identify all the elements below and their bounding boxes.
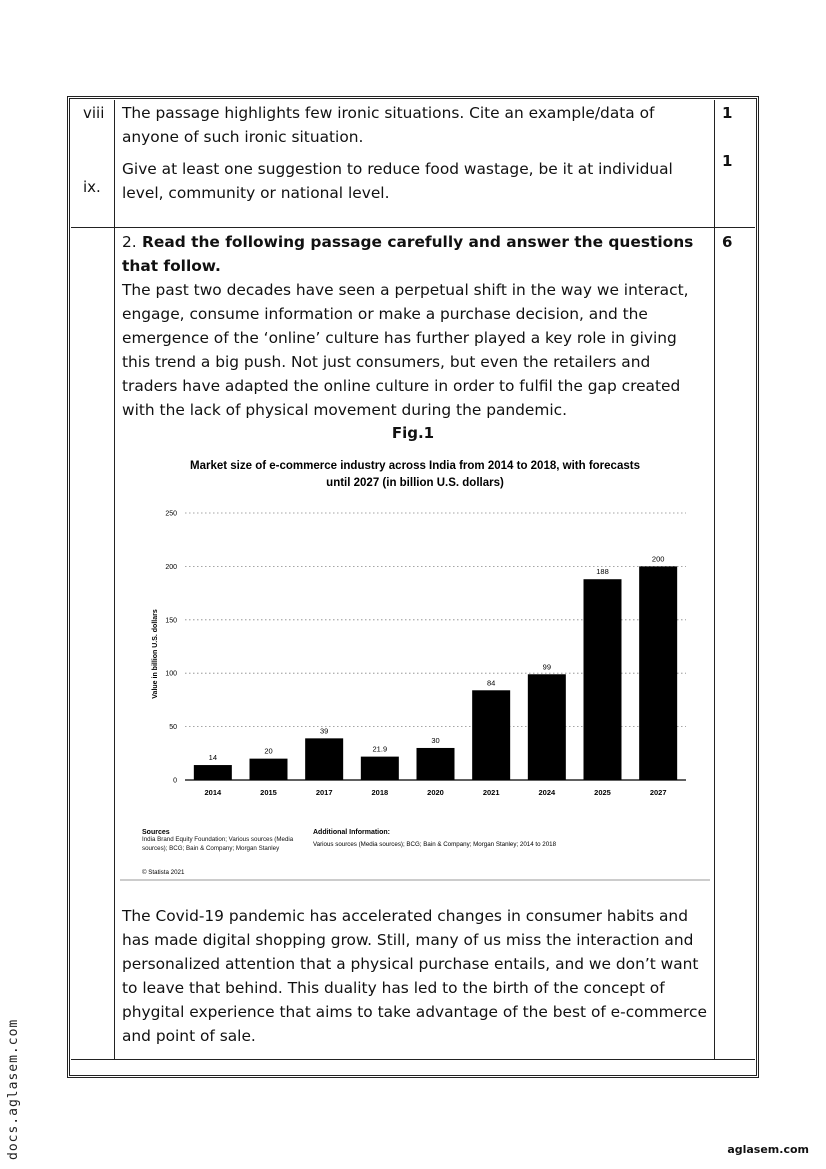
- figure-label: Fig.1: [391, 424, 435, 442]
- additional-info-title: Additional Information:: [313, 829, 390, 836]
- column-divider: [114, 100, 115, 1059]
- x-axis-ticks: [204, 788, 666, 797]
- y-tick-label: 150: [165, 617, 177, 625]
- x-tick-label-2024: 2024: [538, 788, 556, 797]
- question-number-viii: viii: [83, 104, 105, 122]
- x-tick-label-2018: 2018: [371, 788, 389, 797]
- y-tick-label: 100: [165, 670, 177, 678]
- chart-title-line1: Market size of e-commerce industry across India from 2014 to 2018, with forecasts: [190, 460, 640, 472]
- question-number-ix: ix.: [83, 178, 101, 196]
- passage-paragraph-1: The past two decades have seen a perpetual shift in the way we interact, engage, consume information or make a purchase decision, and the emergence of the ‘online’ culture has further played a key role in giving this trend a big push. Not just consumers, but even the retailers and traders have adapted the online culture in order to fulfil the gap created with the lack of physical movement during the pandemic.: [122, 281, 689, 419]
- bar-2027: [639, 566, 677, 780]
- bar-2024: [528, 674, 566, 780]
- bar-2014: [194, 765, 232, 780]
- bar-value-label-2020: 30: [431, 735, 440, 745]
- bar-2018: [361, 757, 399, 780]
- footer-brand: aglasem.com: [727, 1143, 809, 1156]
- marks-ix: 1: [722, 152, 733, 170]
- side-watermark: docs.aglasem.com: [6, 1018, 21, 1160]
- bar-2021: [472, 690, 510, 780]
- bar-value-label-2027: 200: [651, 554, 665, 564]
- sources-text: India Brand Equity Foundation; Various sources (Media sources); BCG; Bain & Company; Morgan Stanley: [142, 836, 294, 852]
- y-axis-ticks: [165, 511, 177, 785]
- y-tick-label: 50: [169, 724, 177, 732]
- x-tick-label-2017: 2017: [315, 788, 333, 797]
- question-viii-text: The passage highlights few ironic situations. Cite an example/data of anyone of such ironic situation.: [122, 104, 655, 146]
- x-tick-label-2025: 2025: [594, 788, 611, 797]
- y-tick-label: 0: [173, 777, 177, 785]
- bar-2017: [305, 738, 343, 780]
- chart-title-line2: until 2027 (in billion U.S. dollars): [326, 477, 504, 489]
- x-tick-label-2015: 2015: [260, 788, 277, 797]
- x-tick-label-2020: 2020: [427, 788, 444, 797]
- marks-q2: 6: [722, 233, 733, 251]
- sources-title: Sources: [142, 829, 170, 836]
- bar-chart: [120, 448, 720, 884]
- additional-info-text: Various sources (Media sources); BCG; Bain & Company; Morgan Stanley; 2014 to 2018: [313, 841, 557, 848]
- y-axis-label: Value in billion U.S. dollars: [152, 609, 159, 699]
- bar-2020: [417, 748, 455, 780]
- bar-2015: [250, 759, 288, 780]
- y-tick-label: 250: [165, 510, 177, 518]
- marks-viii: 1: [722, 104, 733, 122]
- question-2-heading-text: Read the following passage carefully and answer the questions that follow.: [122, 233, 694, 275]
- bar-value-label-2015: 20: [264, 746, 273, 756]
- passage-paragraph-2: The Covid-19 pandemic has accelerated changes in consumer habits and has made digital shopping grow. Still, many of us miss the interaction and personalized attention that a physical purchase entails, and we don’t want to leave that behind. This duality has led to the birth of the concept of phygital experience that aims to take advantage of the best of e-commerce and point of sale.: [122, 907, 707, 1045]
- question-2-heading: [122, 230, 708, 278]
- copyright-text: © Statista 2021: [142, 869, 185, 876]
- bar-value-label-2024: 99: [542, 662, 552, 672]
- bar-value-label-2014: 14: [208, 753, 218, 763]
- y-tick-label: 200: [165, 563, 177, 571]
- bar-2025: [584, 579, 622, 780]
- x-tick-label-2014: 2014: [204, 788, 222, 797]
- x-tick-label-2021: 2021: [482, 788, 500, 797]
- row-divider: [71, 1059, 755, 1060]
- bar-value-label-2017: 39: [319, 726, 329, 736]
- bar-value-label-2025: 188: [596, 567, 609, 577]
- bar-value-label-2021: 84: [486, 678, 496, 688]
- bar-value-label-2018: 21.9: [372, 744, 388, 754]
- x-tick-label-2027: 2027: [649, 788, 667, 797]
- row-divider: [71, 227, 755, 228]
- question-ix-text: Give at least one suggestion to reduce food wastage, be it at individual level, community or national level.: [122, 160, 673, 202]
- question-2-number: 2.: [122, 233, 137, 251]
